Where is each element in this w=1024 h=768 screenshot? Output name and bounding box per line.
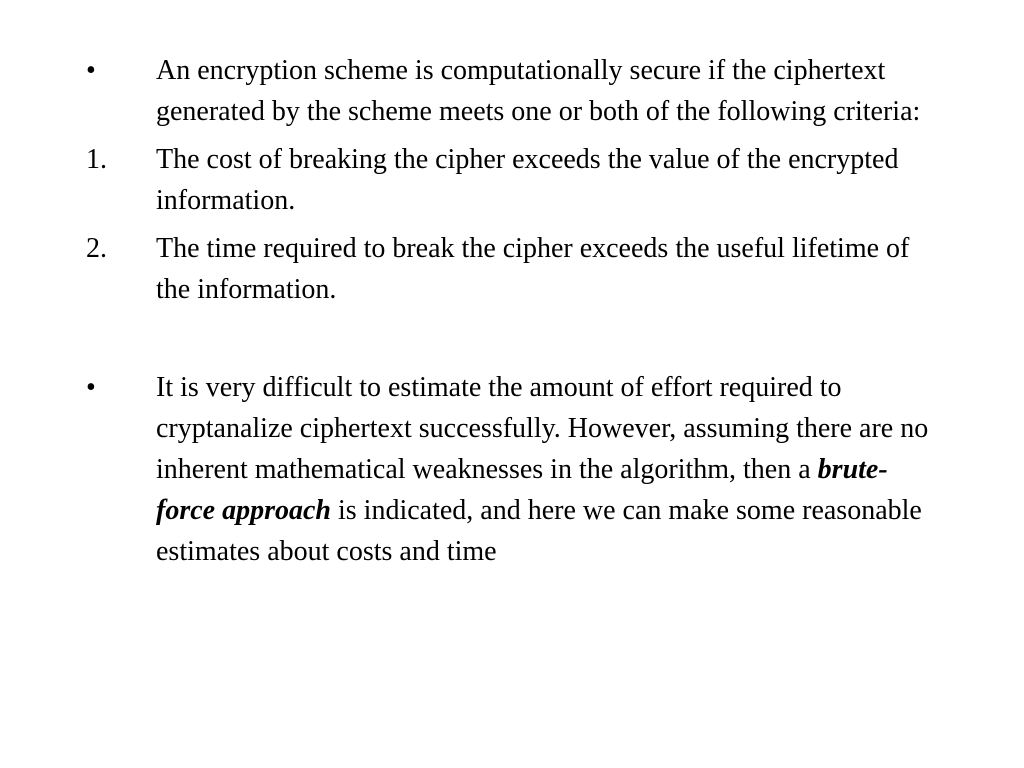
numbered-text: The time required to break the cipher exceeds the useful lifetime of the information. [156,233,910,305]
bullet-item-computational-security [86,50,946,132]
numbered-item-cost-criterion [86,139,946,221]
bullet-marker: • [86,372,96,403]
numbered-item-time-criterion [86,228,946,310]
numbered-text: The cost of breaking the cipher exceeds the value of the encrypted information. [156,144,899,216]
bullet-text: An encryption scheme is computationally secure if the ciphertext generated by the scheme meets one or both of the following criteria: [156,55,921,127]
brute-force-emphasis: brute-force approach [156,454,888,526]
bullet-marker: • [86,55,96,86]
bullet-item-brute-force [86,367,946,572]
number-marker: 2. [86,233,107,264]
number-marker: 1. [86,144,107,175]
slide-body [0,50,1024,572]
bullet-text-after: is indicated, and here we can make some reasonable estimates about costs and time [156,495,922,567]
bullet-text-before: It is very difficult to estimate the amount of effort required to cryptanalize ciphertext successfully. However, assuming there are no inherent mathematical weaknesses in the algorithm, then a [156,372,929,485]
